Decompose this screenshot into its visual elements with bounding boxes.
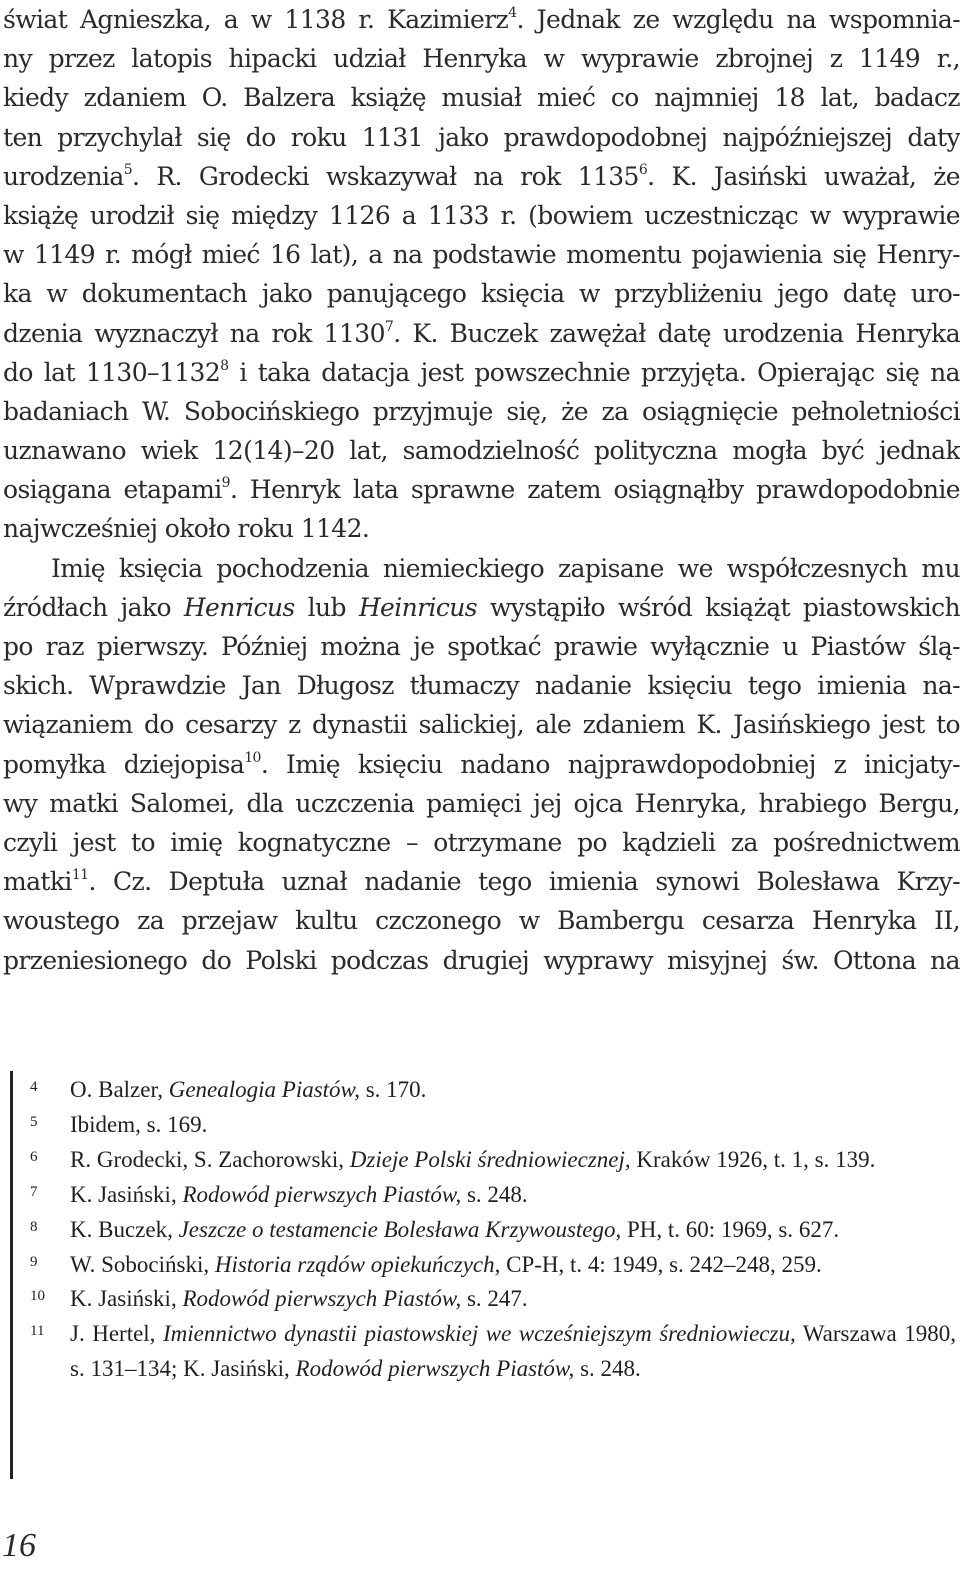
footnote-number: 6 [30, 1148, 38, 1165]
footnote-text: R. Grodecki, S. Zachorowski, [70, 1146, 350, 1172]
footnote-title: Rodowód pierwszych Piastów, [295, 1356, 575, 1382]
footnote-number: 7 [30, 1183, 38, 1200]
body-text [3, 0, 960, 980]
body-line [3, 431, 960, 470]
footnote-number: 8 [30, 1218, 38, 1235]
footnote-text: Warszawa 1980, s. 131–134; K. Jasiński, [70, 1321, 956, 1382]
line-text: wystąpiło wśród książąt piastowskich [477, 592, 960, 622]
footnote [0, 1108, 960, 1143]
footnote-title: Jeszcze o testamencie Bolesława Krzywoustego, [178, 1216, 622, 1242]
body-line [3, 157, 960, 196]
line-text: . K. Buczek zawężał datę urodzenia Henryka [393, 318, 960, 348]
line-text: skich. Wprawdzie Jan Długosz tłumaczy nadanie księciu tego imienia na- [3, 671, 960, 701]
footnote-text: s. 247. [461, 1286, 528, 1312]
line-text: ten przychylał się do roku 1131 jako prawdopodobnej najpóźniejszej daty [3, 122, 960, 152]
footnote [0, 1282, 960, 1317]
footnote-number: 5 [30, 1113, 38, 1130]
line-text: Imię księcia pochodzenia niemieckiego zapisane we współczesnych mu [51, 553, 960, 583]
footnote [0, 1143, 960, 1178]
page-number: 16 [2, 1527, 36, 1564]
footnote-text: W. Sobociński, [70, 1251, 215, 1277]
body-line [3, 823, 960, 862]
line-text: ka w dokumentach jako panującego księcia w przybliżeniu jego datę uro- [3, 279, 960, 309]
body-line [3, 392, 960, 431]
line-text: i taka datacja jest powszechnie przyjęta. Opierając się na [228, 357, 960, 387]
footnote-title: Rodowód pierwszych Piastów, [182, 1286, 462, 1312]
footnote-number: 11 [30, 1323, 45, 1340]
body-line [3, 0, 960, 39]
footnote-title: Rodowód pierwszych Piastów, [182, 1181, 462, 1207]
body-line [3, 705, 960, 744]
footnote-ref: 5 [123, 161, 132, 178]
body-line [3, 549, 960, 588]
line-text: książę urodził się między 1126 a 1133 r. (bowiem uczestnicząc w wyprawie [3, 200, 960, 230]
line-text: badaniach W. Sobocińskiego przyjmuje się, że za osiągnięcie pełnoletniości [3, 396, 960, 426]
line-text: po raz pierwszy. Później można je spotkać prawie wyłącznie u Piastów ślą- [3, 632, 960, 661]
line-text: osiągana etapami [3, 475, 222, 505]
footnote-text: K. Jasiński, [70, 1181, 183, 1207]
footnote-title: Dzieje Polski średniowiecznej, [349, 1146, 631, 1172]
footnote-text: K. Jasiński, [70, 1286, 183, 1312]
footnote-ref: 8 [220, 357, 229, 374]
line-text: wiązaniem do cesarzy z dynastii salickiej, ale zdaniem K. Jasińskiego jest to [3, 710, 960, 740]
italic-text: Henricus [183, 592, 295, 622]
footnotes [0, 1073, 960, 1387]
line-text: . Henryk lata sprawne zatem osiągnąłby prawdopodobnie [229, 475, 960, 505]
line-text: uznawano wiek 12(14)–20 lat, samodzielność polityczna mogła być jednak [3, 436, 960, 466]
footnote [0, 1248, 960, 1283]
line-text: przeniesionego do Polski podczas drugiej wyprawy misyjnej św. Ottona na [3, 945, 960, 975]
footnote [0, 1178, 960, 1213]
footnote-text: Ibidem, s. 169. [70, 1111, 208, 1137]
footnote-text: J. Hertel, [70, 1321, 163, 1347]
line-text: . Jednak ze względu na wspomnia- [516, 5, 960, 34]
body-line [3, 941, 960, 980]
footnote-ref: 9 [221, 475, 230, 492]
footnote-ref: 10 [244, 749, 261, 766]
body-line [3, 588, 960, 627]
footnote-text: O. Balzer, [70, 1077, 169, 1102]
body-line [3, 314, 960, 353]
line-text: . Imię księciu nadano najprawdopodobniej z inicjaty- [260, 749, 960, 779]
line-text: czyli jest to imię kognatyczne – otrzymane po kądzieli za pośrednictwem [3, 827, 960, 857]
line-text: . Cz. Deptuła uznał nadanie tego imienia synowi Bolesława Krzy- [88, 867, 960, 897]
line-text: do lat 1130–1132 [3, 357, 221, 387]
body-line [3, 470, 960, 509]
line-text: woustego za przejaw kultu czczonego w Bambergu cesarza Henryka II, [3, 906, 960, 936]
body-line [3, 901, 960, 940]
footnote-ref: 6 [638, 161, 648, 178]
body-line [3, 784, 960, 823]
line-text: kiedy zdaniem O. Balzera książę musiał mieć co najmniej 18 lat, badacz [3, 83, 960, 113]
footnote-text: s. 170. [359, 1077, 427, 1102]
footnote-number: 4 [30, 1079, 38, 1095]
footnote-number: 9 [30, 1253, 38, 1270]
footnote-title: Genealogia Piastów, [168, 1077, 360, 1102]
body-line [3, 39, 960, 78]
body-line [3, 274, 960, 313]
line-text: najwcześniej około roku 1142. [3, 514, 370, 544]
body-line [3, 235, 960, 274]
footnote-title: Historia rządów opiekuńczych [214, 1251, 495, 1277]
italic-text: Heinricus [358, 592, 477, 622]
footnote-text: s. 248. [574, 1356, 641, 1382]
line-text: ny przez latopis hipacki udział Henryka w wyprawie zbrojnej z 1149 r., [3, 44, 960, 74]
body-line [3, 118, 960, 157]
footnote-text: , CP-H, t. 4: 1949, s. 242–248, 259. [494, 1251, 822, 1277]
footnote [0, 1073, 960, 1108]
line-text: źródłach jako [3, 592, 184, 622]
footnote-title: Imiennictwo dynastii piastowskiej we wcześniejszym średniowieczu, [162, 1321, 796, 1347]
footnote-text: PH, t. 60: 1969, s. 627. [621, 1216, 840, 1242]
body-line [3, 862, 960, 901]
line-text: . K. Jasiński uważał, że [647, 161, 960, 191]
line-text: matki [3, 867, 72, 897]
footnote-number: 10 [30, 1288, 45, 1305]
line-text: w 1149 r. mógł mieć 16 lat), a na podstawie momentu pojawienia się Henry- [3, 240, 960, 270]
footnote [0, 1317, 960, 1387]
footnote-text: Kraków 1926, t. 1, s. 139. [630, 1146, 876, 1172]
body-line [3, 78, 960, 117]
line-text: dzenia wyznaczył na rok 1130 [3, 318, 385, 348]
body-line [3, 666, 960, 705]
body-line [3, 196, 960, 235]
line-text: . R. Grodecki wskazywał na rok 1135 [132, 161, 639, 191]
line-text: wy matki Salomei, dla uczczenia pamięci jej ojca Henryka, hrabiego Bergu, [3, 788, 960, 818]
body-line [3, 509, 960, 548]
line-text: świat Agnieszka, a w 1138 r. Kazimierz [3, 5, 509, 34]
footnote-ref: 11 [71, 867, 89, 884]
line-text: lub [294, 592, 359, 622]
line-text: pomyłka dziejopisa [3, 749, 245, 779]
body-line [3, 627, 960, 666]
line-text: urodzenia [3, 161, 124, 191]
body-line [3, 745, 960, 784]
footnote-text: K. Buczek, [70, 1216, 179, 1242]
footnote-ref: 4 [508, 5, 517, 21]
footnote-text: s. 248. [461, 1181, 528, 1207]
body-line [3, 353, 960, 392]
footnote-ref: 7 [384, 318, 394, 335]
footnote [0, 1213, 960, 1248]
